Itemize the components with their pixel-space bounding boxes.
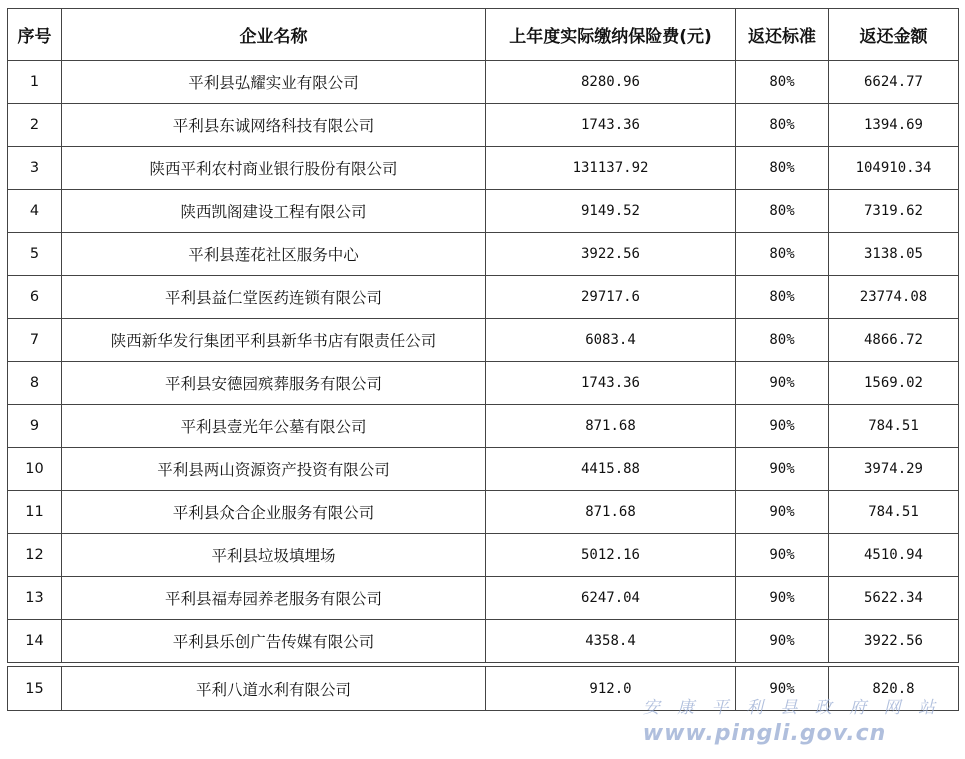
table-row <box>8 104 959 147</box>
cell-refund: 23774.08 <box>829 276 959 319</box>
cell-refund: 3974.29 <box>829 448 959 491</box>
cell-refund: 1394.69 <box>829 104 959 147</box>
cell-rate: 80% <box>736 104 829 147</box>
cell-premium: 871.68 <box>486 405 736 448</box>
table-row <box>8 190 959 233</box>
cell-seq: 13 <box>8 577 62 620</box>
cell-seq: 15 <box>8 667 62 711</box>
table-row <box>8 319 959 362</box>
cell-rate: 90% <box>736 577 829 620</box>
cell-premium: 4358.4 <box>486 620 736 663</box>
cell-refund: 784.51 <box>829 405 959 448</box>
cell-premium: 3922.56 <box>486 233 736 276</box>
cell-company: 平利县东诚网络科技有限公司 <box>62 104 486 147</box>
cell-company: 陕西新华发行集团平利县新华书店有限责任公司 <box>62 319 486 362</box>
cell-seq: 14 <box>8 620 62 663</box>
cell-premium: 6247.04 <box>486 577 736 620</box>
cell-refund: 3922.56 <box>829 620 959 663</box>
header-refund: 返还金额 <box>829 9 959 61</box>
cell-company: 平利县福寿园养老服务有限公司 <box>62 577 486 620</box>
header-premium: 上年度实际缴纳保险费(元) <box>486 9 736 61</box>
cell-refund: 784.51 <box>829 491 959 534</box>
cell-seq: 4 <box>8 190 62 233</box>
cell-premium: 1743.36 <box>486 362 736 405</box>
cell-rate: 80% <box>736 190 829 233</box>
table-row <box>8 491 959 534</box>
cell-seq: 2 <box>8 104 62 147</box>
cell-rate: 90% <box>736 491 829 534</box>
table-row <box>8 667 959 711</box>
cell-refund: 4510.94 <box>829 534 959 577</box>
table-row <box>8 61 959 104</box>
cell-refund: 5622.34 <box>829 577 959 620</box>
header-rate: 返还标准 <box>736 9 829 61</box>
cell-premium: 6083.4 <box>486 319 736 362</box>
cell-seq: 9 <box>8 405 62 448</box>
table-row <box>8 147 959 190</box>
table-body <box>8 61 959 663</box>
cell-company: 平利县两山资源资产投资有限公司 <box>62 448 486 491</box>
cell-seq: 3 <box>8 147 62 190</box>
cell-rate: 90% <box>736 667 829 711</box>
cell-rate: 90% <box>736 620 829 663</box>
cell-company: 平利县众合企业服务有限公司 <box>62 491 486 534</box>
cell-seq: 10 <box>8 448 62 491</box>
cell-refund: 104910.34 <box>829 147 959 190</box>
cell-company: 平利县弘耀实业有限公司 <box>62 61 486 104</box>
cell-seq: 11 <box>8 491 62 534</box>
table-row <box>8 620 959 663</box>
cell-premium: 4415.88 <box>486 448 736 491</box>
cell-company: 平利县垃圾填埋场 <box>62 534 486 577</box>
table-row <box>8 362 959 405</box>
table-row <box>8 276 959 319</box>
cell-premium: 9149.52 <box>486 190 736 233</box>
cell-seq: 1 <box>8 61 62 104</box>
cell-premium: 8280.96 <box>486 61 736 104</box>
cell-rate: 80% <box>736 61 829 104</box>
table-row <box>8 534 959 577</box>
table-row <box>8 577 959 620</box>
cell-seq: 5 <box>8 233 62 276</box>
cell-rate: 90% <box>736 534 829 577</box>
cell-premium: 29717.6 <box>486 276 736 319</box>
cell-refund: 3138.05 <box>829 233 959 276</box>
cell-company: 平利八道水利有限公司 <box>62 667 486 711</box>
cell-company: 平利县安德园殡葬服务有限公司 <box>62 362 486 405</box>
cell-rate: 80% <box>736 233 829 276</box>
watermark-url: www.pingli.gov.cn <box>642 721 887 746</box>
cell-company: 平利县莲花社区服务中心 <box>62 233 486 276</box>
cell-rate: 80% <box>736 319 829 362</box>
cell-refund: 4866.72 <box>829 319 959 362</box>
cell-premium: 871.68 <box>486 491 736 534</box>
table-header-row <box>8 9 959 61</box>
cell-refund: 7319.62 <box>829 190 959 233</box>
cell-company: 平利县壹光年公墓有限公司 <box>62 405 486 448</box>
cell-premium: 5012.16 <box>486 534 736 577</box>
cell-premium: 912.0 <box>486 667 736 711</box>
table-row <box>8 405 959 448</box>
cell-rate: 80% <box>736 147 829 190</box>
watermark-text: 安 康 平 利 县 政 府 网 站 <box>642 698 941 718</box>
cell-rate: 90% <box>736 405 829 448</box>
cell-premium: 1743.36 <box>486 104 736 147</box>
cell-company: 平利县益仁堂医药连锁有限公司 <box>62 276 486 319</box>
table-row <box>8 448 959 491</box>
cell-company: 陕西平利农村商业银行股份有限公司 <box>62 147 486 190</box>
cell-company: 陕西凯阁建设工程有限公司 <box>62 190 486 233</box>
cell-seq: 12 <box>8 534 62 577</box>
cell-premium: 131137.92 <box>486 147 736 190</box>
refund-table <box>7 8 959 663</box>
header-seq: 序号 <box>8 9 62 61</box>
refund-table-continued <box>7 666 959 711</box>
cell-seq: 6 <box>8 276 62 319</box>
header-company: 企业名称 <box>62 9 486 61</box>
cell-refund: 820.8 <box>829 667 959 711</box>
cell-company: 平利县乐创广告传媒有限公司 <box>62 620 486 663</box>
cell-seq: 7 <box>8 319 62 362</box>
cell-refund: 1569.02 <box>829 362 959 405</box>
cell-seq: 8 <box>8 362 62 405</box>
table-row <box>8 233 959 276</box>
cell-rate: 90% <box>736 448 829 491</box>
cell-refund: 6624.77 <box>829 61 959 104</box>
cell-rate: 80% <box>736 276 829 319</box>
cell-rate: 90% <box>736 362 829 405</box>
